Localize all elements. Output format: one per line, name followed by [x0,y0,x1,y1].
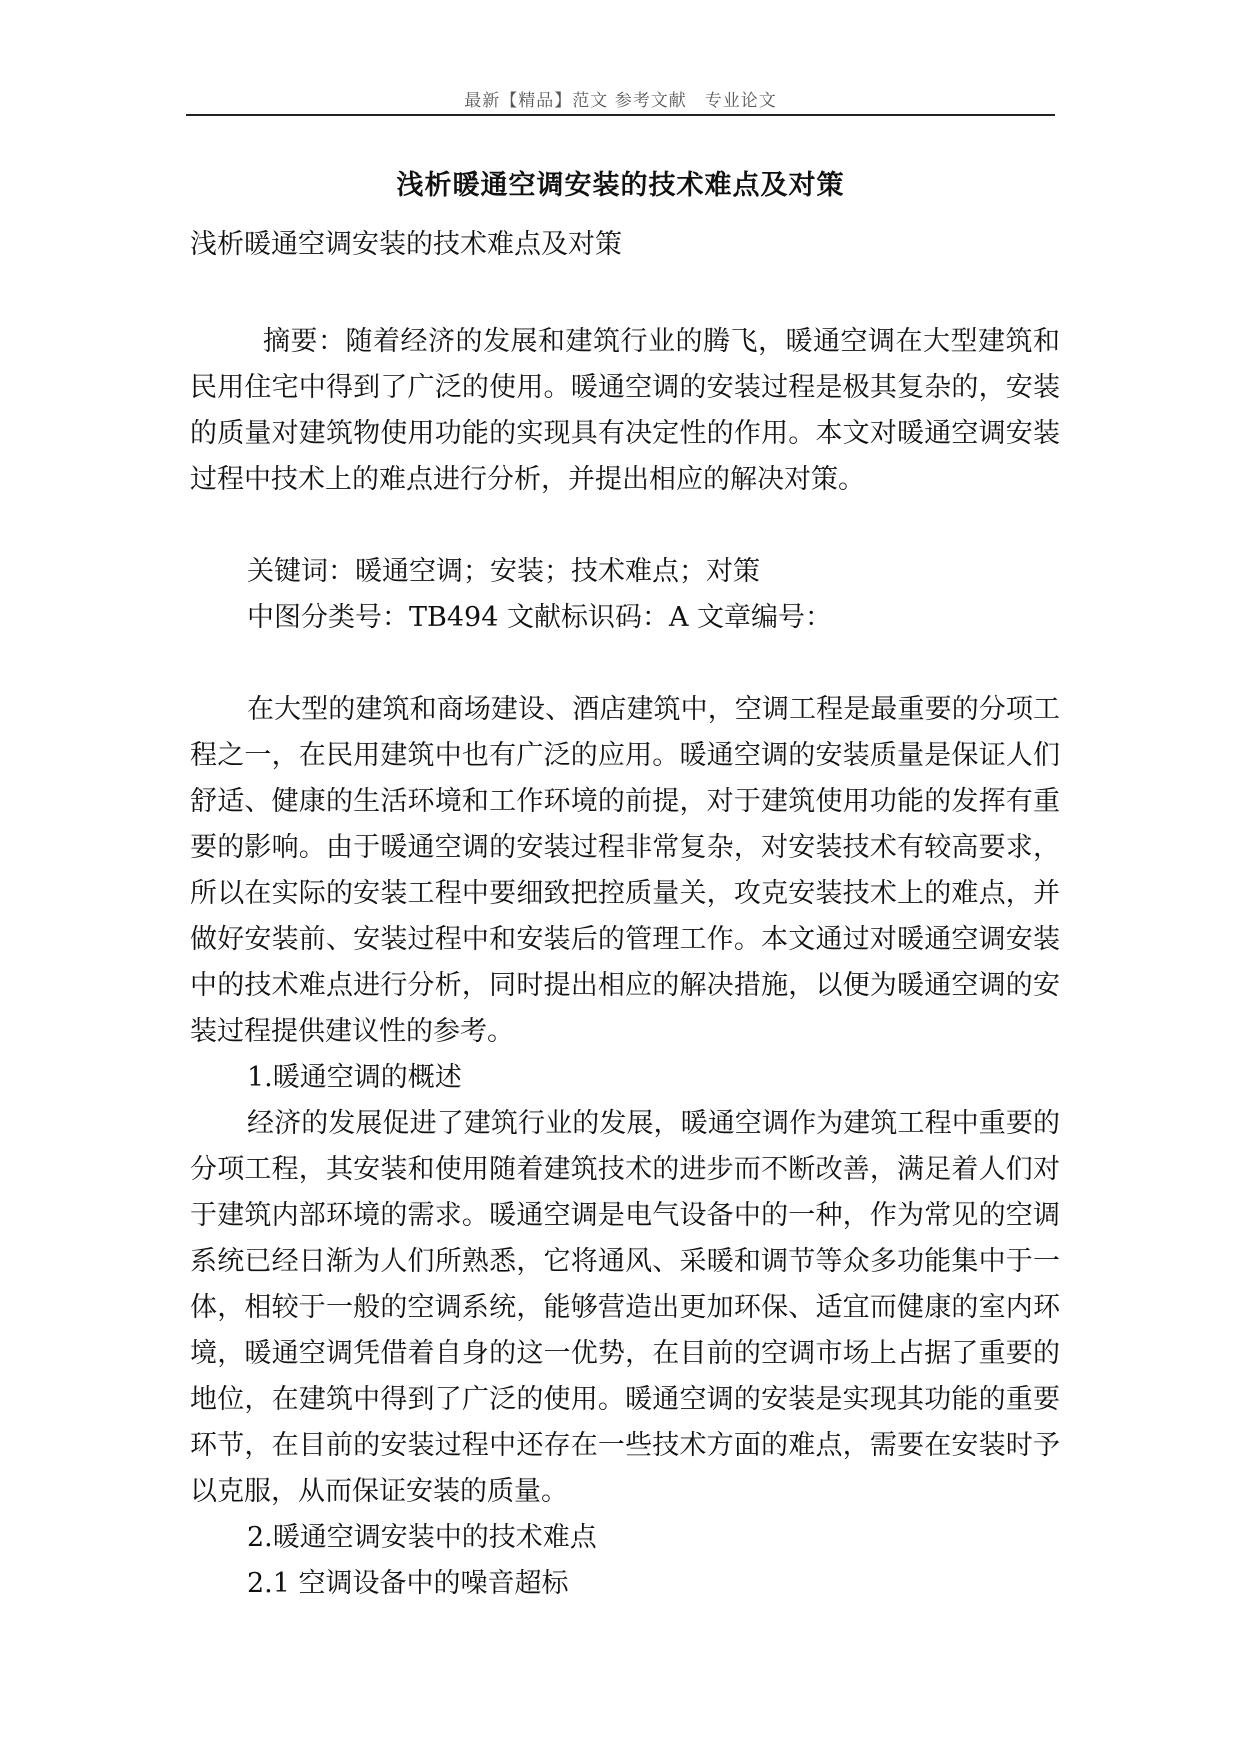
section-heading-2-1: 2.1 空调设备中的噪音超标 [247,1568,569,1599]
abstract-paragraph: 摘要：随着经济的发展和建筑行业的腾飞，暖通空调在大型建筑和民用住宅中得到了广泛的使用。暖通空调的安装过程是极其复杂的，安装的质量对建筑物使用功能的实现具有决定性的作用。本文对暖通空调安装过程中技术上的难点进行分析，并提出相应的解决对策。 [190,326,1060,495]
section-heading-1: 1.暖通空调的概述 [247,1062,462,1093]
section-heading-2: 2.暖通空调安装中的技术难点 [247,1522,597,1553]
classification-line: 中图分类号：TB494 文献标识码：A 文章编号： [247,602,833,633]
document-title: 浅析暖通空调安装的技术难点及对策 [396,170,845,201]
intro-paragraph: 在大型的建筑和商场建设、酒店建筑中，空调工程是最重要的分项工程之一，在民用建筑中也有广泛的应用。暖通空调的安装质量是保证人们舒适、健康的生活环境和工作环境的前提，对于建筑使用功能的发挥有重要的影响。由于暖通空调的安装过程非常复杂，对安装技术有较高要求，所以在实际的安装工程中要细致把控质量关，攻克安装技术上的难点，并做好安装前、安装过程中和安装后的管理工作。本文通过对暖通空调安装中的技术难点进行分析，同时提出相应的解决措施，以便为暖通空调的安装过程提供建议性的参考。 [190,694,1060,1047]
section-1-paragraph: 经济的发展促进了建筑行业的发展，暖通空调作为建筑工程中重要的分项工程，其安装和使用随着建筑技术的进步而不断改善，满足着人们对于建筑内部环境的需求。暖通空调是电气设备中的一种，作为常见的空调系统已经日渐为人们所熟悉，它将通风、采暖和调节等众多功能集中于一体，相较于一般的空调系统，能够营造出更加环保、适宜而健康的室内环境，暖通空调凭借着自身的这一优势，在目前的空调市场上占据了重要的地位，在建筑中得到了广泛的使用。暖通空调的安装是实现其功能的重要环节，在目前的安装过程中还存在一些技术方面的难点，需要在安装时予以克服，从而保证安装的质量。 [190,1108,1060,1507]
running-header: 最新【精品】范文 参考文献 专业论文 [464,91,777,111]
keywords-line: 关键词：暖通空调；安装；技术难点；对策 [247,556,760,587]
document-subtitle: 浅析暖通空调安装的技术难点及对策 [190,229,622,260]
document-body [190,222,1060,1607]
header-divider [186,114,1055,116]
